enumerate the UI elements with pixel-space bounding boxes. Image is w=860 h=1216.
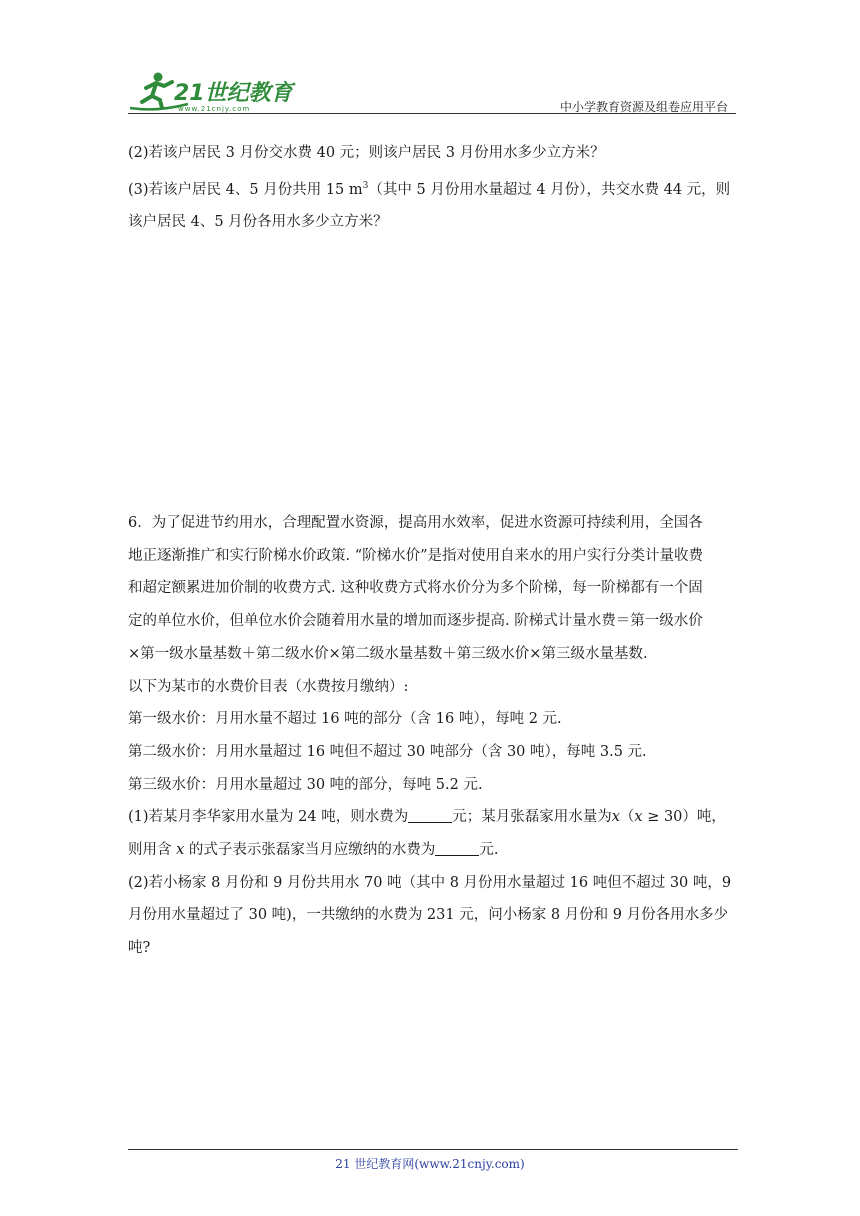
q6-line: 地正逐渐推广和实行阶梯水价政策. “阶梯水价”是指对使用自来水的用户实行分类计量收费	[128, 547, 704, 564]
footer-link[interactable]: 21 世纪教育网(www.21cnjy.com)	[335, 1157, 525, 1171]
answer-blank	[435, 841, 479, 856]
q6-line: ×第一级水量基数＋第二级水价×第二级水量基数＋第三级水价×第三级水量基数.	[128, 645, 648, 662]
q6-part-2-line: 月份用水量超过了 30 吨)，一共缴纳的水费为 231 元，问小杨家 8 月份和 9 月份各用水多少	[128, 907, 729, 924]
q6-price-table-intro: 以下为某市的水费价目表（水费按月缴纳）:	[128, 678, 409, 695]
question-6	[128, 507, 738, 965]
q5-part-2: (2)若该户居民 3 月份交水费 40 元；则该户居民 3 月份用水多少立方米？	[128, 145, 605, 161]
footer-rule	[128, 1149, 738, 1150]
header-rule	[128, 113, 736, 114]
page-header	[128, 68, 736, 116]
q5-part-3-line-2: 该户居民 4、5 月份各用水多少立方米？	[128, 214, 388, 231]
q6-tier-3: 第三级水价：月用水量超过 30 吨的部分，每吨 5.2 元.	[128, 776, 483, 793]
site-logo	[128, 68, 298, 114]
answer-blank	[408, 808, 452, 823]
q6-line: 6．为了促进节约用水，合理配置水资源，提高用水效率，促进水资源可持续利用，全国各	[128, 515, 703, 531]
question-5-continued	[128, 137, 738, 239]
svg-text:www.21cnjy.com: www.21cnjy.com	[178, 105, 251, 113]
q6-line: 和超定额累进加价制的收费方式. 这种收费方式将水价分为多个阶梯，每一阶梯都有一个固	[128, 580, 703, 597]
q6-part-2-line: (2)若小杨家 8 月份和 9 月份共用水 70 吨（其中 8 月份用水量超过 16 吨但不超过 30 吨，9	[128, 874, 732, 891]
q6-tier-1: 第一级水价：月用水量不超过 16 吨的部分（含 16 吨），每吨 2 元.	[128, 711, 562, 728]
q6-line: 定的单位水价，但单位水价会随着用水量的增加而逐步提高. 阶梯式计量水费＝第一级水价	[128, 613, 703, 630]
svg-text:21世纪教育: 21世纪教育	[174, 81, 293, 106]
q6-part-1-line-2: 则用含 x 的式子表示张磊家当月应缴纳的水费为 元.	[128, 842, 499, 859]
q6-tier-2: 第二级水价：月用水量超过 16 吨但不超过 30 吨部分（含 30 吨），每吨 3.5 元.	[128, 743, 647, 760]
q6-part-1-line-1: (1)若某月李华家用水量为 24 吨，则水费为 元；某月张磊家用水量为x（x ≥ 30）吨，	[128, 809, 726, 826]
q6-part-2-line: 吨?	[128, 940, 151, 957]
q5-part-3-line-1: (3)若该户居民 4、5 月份共用 15 $m^3$（其中 5 月份用水量超过 4 月份），共交水费 44 元，则	[128, 180, 731, 198]
header-platform-name: 中小学教育资源及组卷应用平台	[559, 100, 728, 114]
